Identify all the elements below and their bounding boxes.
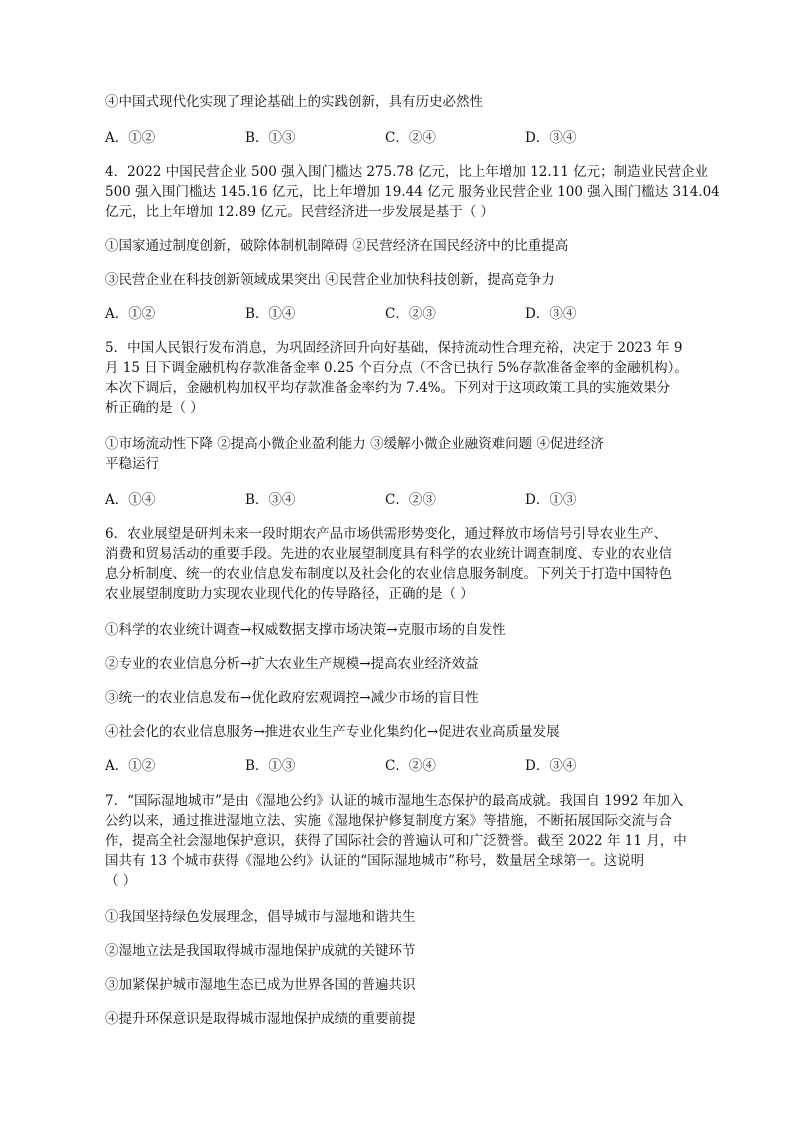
q4-stem-line-1: 4．2022 中国民营企业 500 强入围门槛达 275.78 亿元，比上年增加 12.11 亿元；制造业民营企业	[105, 164, 709, 180]
q4-stem-line-3: 亿元，比上年增加 12.89 亿元。民营经济进一步发展是基于（ ）	[105, 204, 495, 220]
q4-statements-3-4: ③民营企业在科技创新领域成果突出 ④民营企业加快科技创新，提高竞争力	[105, 272, 555, 288]
q7-stem-line-5: （ ）	[105, 873, 137, 889]
q4-option-c: C．②③	[385, 306, 436, 322]
q4-stem-line-2: 500 强入围门槛达 145.16 亿元，比上年增加 19.44 亿元 服务业民营企业 100 强入围门槛达 314.04	[105, 184, 720, 200]
q6-statement-2: ②专业的农业信息分析→扩大农业生产规模→提高农业经济效益	[105, 656, 479, 672]
q3-option-b: B．①③	[245, 130, 296, 146]
q6-options	[105, 756, 705, 776]
q6-option-b: B．①③	[245, 758, 296, 774]
q6-stem-line-1: 6．农业展望是研判未来一段时期农产品市场供需形势变化，通过释放市场信号引导农业生产、	[105, 526, 668, 542]
q7-statement-4: ④提升环保意识是取得城市湿地保护成绩的重要前提	[105, 1011, 416, 1027]
q3-statement-4: ④中国式现代化实现了理论基础上的实践创新，具有历史必然性	[105, 94, 483, 110]
q5-option-d: D．①③	[525, 492, 577, 508]
q6-option-c: C．②④	[385, 758, 436, 774]
q5-option-c: C．②③	[385, 492, 436, 508]
q6-statement-3: ③统一的农业信息发布→优化政府宏观调控→减少市场的盲目性	[105, 690, 479, 706]
q5-options	[105, 490, 705, 510]
q7-statement-1: ①我国坚持绿色发展理念，倡导城市与湿地和谐共生	[105, 909, 416, 925]
q5-stem-line-4: 析正确的是（ ）	[105, 400, 204, 416]
q4-options	[105, 304, 705, 324]
q7-stem-line-4: 国共有 13 个城市获得《湿地公约》认证的“国际湿地城市”称号，数量居全球第一。这说明	[105, 853, 645, 869]
q7-stem-line-3: 作，提高全社会湿地保护意识，获得了国际社会的普遍认可和广泛赞誉。截至 2022 年 11 月，中	[105, 833, 687, 849]
q6-stem-line-2: 消费和贸易活动的重要手段。先进的农业展望制度具有科学的农业统计调查制度、专业的农业信	[105, 546, 672, 562]
q6-stem-line-3: 息分析制度、统一的农业信息发布制度以及社会化的农业信息服务制度。下列关于打造中国特色	[105, 566, 672, 582]
q4-statements-1-2: ①国家通过制度创新，破除体制机制障碍 ②民营经济在国民经济中的比重提高	[105, 238, 569, 254]
q5-statements-line-2: 平稳运行	[105, 456, 159, 472]
q3-option-c: C．②④	[385, 130, 436, 146]
q5-stem-line-1: 5．中国人民银行发布消息，为巩固经济回升向好基础，保持流动性合理充裕，决定于 2023 年 9	[105, 340, 683, 356]
q6-option-d: D．③④	[525, 758, 577, 774]
q5-stem-line-2: 月 15 日下调金融机构存款准备金率 0.25 个百分点（不含已执行 5%存款准备金率的金融机构）。	[105, 360, 688, 376]
q6-statement-4: ④社会化的农业信息服务→推进农业生产专业化集约化→促进农业高质量发展	[105, 724, 560, 740]
q3-option-a: A．①②	[105, 130, 156, 146]
q5-stem-line-3: 本次下调后，金融机构加权平均存款准备金率约为 7.4%。下列对于这项政策工具的实施效果分	[105, 380, 671, 396]
q7-stem-line-2: 公约以来，通过推进湿地立法、实施《湿地保护修复制度方案》等措施，不断拓展国际交流与合	[105, 813, 672, 829]
q3-options	[105, 128, 705, 148]
q5-option-b: B．③④	[245, 492, 296, 508]
q6-option-a: A．①②	[105, 758, 156, 774]
q3-option-d: D．③④	[525, 130, 577, 146]
q5-option-a: A．①④	[105, 492, 156, 508]
q7-stem-line-1: 7．“国际湿地城市”是由《湿地公约》认证的城市湿地生态保护的最高成就。我国自 1992 年加入	[105, 793, 684, 809]
q7-statement-2: ②湿地立法是我国取得城市湿地保护成就的关键环节	[105, 943, 416, 959]
q4-option-b: B．①④	[245, 306, 296, 322]
q6-stem-line-4: 农业展望制度助力实现农业现代化的传导路径，正确的是（ ）	[105, 586, 474, 602]
q5-statements-line-1: ①市场流动性下降 ②提高小微企业盈利能力 ③缓解小微企业融资难问题 ④促进经济	[105, 436, 604, 452]
q6-statement-1: ①科学的农业统计调查→权威数据支撑市场决策→克服市场的自发性	[105, 622, 506, 638]
q7-statement-3: ③加紧保护城市湿地生态已成为世界各国的普遍共识	[105, 977, 416, 993]
q4-option-d: D．③④	[525, 306, 577, 322]
q4-option-a: A．①②	[105, 306, 156, 322]
